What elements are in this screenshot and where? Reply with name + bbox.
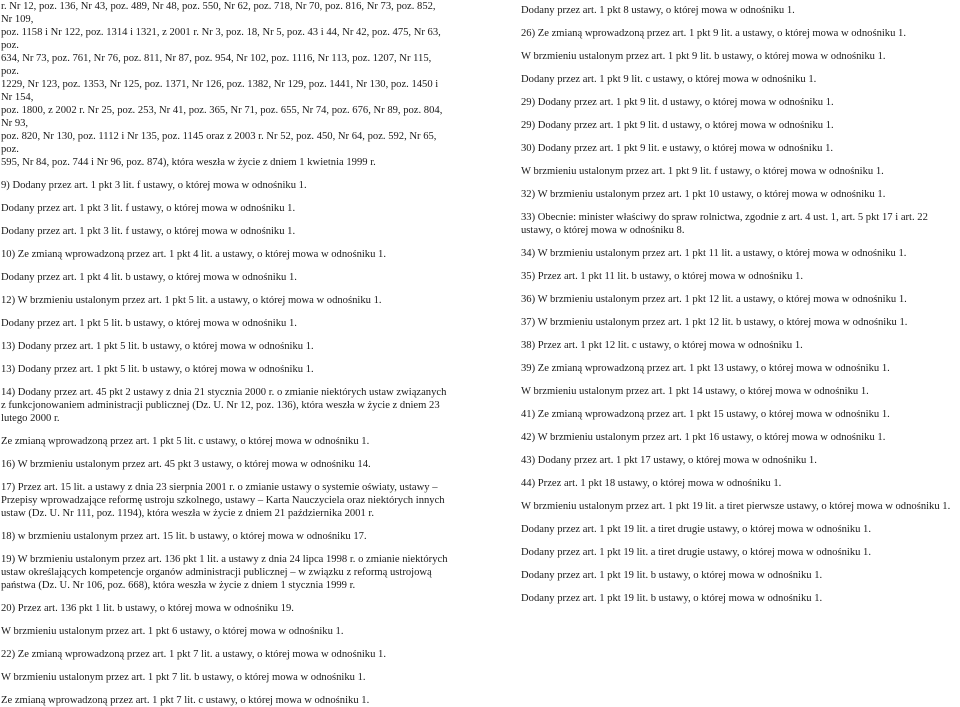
footnote-paragraph: 13) Dodany przez art. 1 pkt 5 lit. b ustawy, o której mowa w odnośniku 1. xyxy=(1,364,314,375)
intro-line: 1229, Nr 123, poz. 1353, Nr 125, poz. 1371, Nr 126, poz. 1382, Nr 129, poz. 1441, Nr 130, poz. 1450 i Nr 154, xyxy=(1,79,439,103)
right-column xyxy=(521,0,958,605)
footnote-paragraph: 22) Ze zmianą wprowadzoną przez art. 1 pkt 7 lit. a ustawy, o której mowa w odnośniku 1. xyxy=(1,649,386,660)
footnote-paragraph: 36) W brzmieniu ustalonym przez art. 1 pkt 12 lit. a ustawy, o której mowa w odnośniku 1. xyxy=(521,294,907,305)
intro-line: poz. 820, Nr 130, poz. 1112 i Nr 135, poz. 1145 oraz z 2003 r. Nr 52, poz. 450, Nr 64, poz. 592, Nr 65, poz. xyxy=(1,131,437,155)
footnote-paragraph: 16) W brzmieniu ustalonym przez art. 45 pkt 3 ustawy, o której mowa w odnośniku 14. xyxy=(1,459,371,470)
footnote-paragraph: 14) Dodany przez art. 45 pkt 2 ustawy z dnia 21 stycznia 2000 r. o zmianie niektórych ustaw związanych z funkcjonowaniem administracji publicznej (Dz. U. Nr 12, poz. 136), która weszła w życie z dniem 23 lutego 2000 r. xyxy=(1,387,447,424)
intro-line: r. Nr 12, poz. 136, Nr 43, poz. 489, Nr 48, poz. 550, Nr 62, poz. 718, Nr 70, poz. 816, Nr 73, poz. 852, Nr 109, xyxy=(1,1,436,25)
footnote-paragraph: 39) Ze zmianą wprowadzoną przez art. 1 pkt 13 ustawy, o której mowa w odnośniku 1. xyxy=(521,363,890,374)
footnote-paragraph: Dodany przez art. 1 pkt 3 lit. f ustawy, o której mowa w odnośniku 1. xyxy=(1,203,296,214)
footnote-paragraph: 44) Przez art. 1 pkt 18 ustawy, o której mowa w odnośniku 1. xyxy=(521,478,782,489)
footnote-paragraph: 29) Dodany przez art. 1 pkt 9 lit. d ustawy, o której mowa w odnośniku 1. xyxy=(521,120,834,131)
intro-citation xyxy=(1,0,449,169)
footnote-paragraph: W brzmieniu ustalonym przez art. 1 pkt 14 ustawy, o której mowa w odnośniku 1. xyxy=(521,386,869,397)
footnote-paragraph: W brzmieniu ustalonym przez art. 1 pkt 9 lit. b ustawy, o której mowa w odnośniku 1. xyxy=(521,51,886,62)
footnote-paragraph: 29) Dodany przez art. 1 pkt 9 lit. d ustawy, o której mowa w odnośniku 1. xyxy=(521,97,834,108)
footnote-paragraph: 17) Przez art. 15 lit. a ustawy z dnia 23 sierpnia 2001 r. o zmianie ustawy o systemie oświaty, ustawy – Przepisy wprowadzające reformę ustroju szkolnego, ustawy – Karta Nauczyciela oraz niektórych innych ustaw (Dz. U. Nr 111, poz. 1194), która weszła w życie z dniem 21 października 2001 r. xyxy=(1,482,445,519)
footnote-paragraph: 20) Przez art. 136 pkt 1 lit. b ustawy, o której mowa w odnośniku 19. xyxy=(1,603,294,614)
footnote-paragraph: Dodany przez art. 1 pkt 4 lit. b ustawy, o której mowa w odnośniku 1. xyxy=(1,272,297,283)
footnote-paragraph: 13) Dodany przez art. 1 pkt 5 lit. b ustawy, o której mowa w odnośniku 1. xyxy=(1,341,314,352)
footnote-paragraph: 19) W brzmieniu ustalonym przez art. 136 pkt 1 lit. a ustawy z dnia 24 lipca 1998 r. o zmianie niektórych ustaw określających kompetencje organów administracji publicznej – w związku z reformą ustrojową państwa (Dz. U. Nr 106, poz. 668), która weszła w życie z dniem 1 stycznia 1999 r. xyxy=(1,554,448,591)
footnote-paragraph: 32) W brzmieniu ustalonym przez art. 1 pkt 10 ustawy, o której mowa w odnośniku 1. xyxy=(521,189,886,200)
intro-line: 634, Nr 73, poz. 761, Nr 76, poz. 811, Nr 87, poz. 954, Nr 102, poz. 1116, Nr 113, poz. 1207, Nr 115, poz. xyxy=(1,53,432,77)
footnote-paragraph: 12) W brzmieniu ustalonym przez art. 1 pkt 5 lit. a ustawy, o której mowa w odnośniku 1. xyxy=(1,295,382,306)
footnote-paragraph: 43) Dodany przez art. 1 pkt 17 ustawy, o której mowa w odnośniku 1. xyxy=(521,455,817,466)
footnote-paragraph: W brzmieniu ustalonym przez art. 1 pkt 6 ustawy, o której mowa w odnośniku 1. xyxy=(1,626,344,637)
intro-line: poz. 1800, z 2002 r. Nr 25, poz. 253, Nr 41, poz. 365, Nr 71, poz. 655, Nr 74, poz. 676, Nr 89, poz. 804, Nr 93, xyxy=(1,105,443,129)
footnote-paragraph: 38) Przez art. 1 pkt 12 lit. c ustawy, o której mowa w odnośniku 1. xyxy=(521,340,803,351)
footnote-paragraph: Dodany przez art. 1 pkt 5 lit. b ustawy, o której mowa w odnośniku 1. xyxy=(1,318,297,329)
intro-line: poz. 1158 i Nr 122, poz. 1314 i 1321, z 2001 r. Nr 3, poz. 18, Nr 5, poz. 43 i 44, Nr 42, poz. 475, Nr 63, poz. xyxy=(1,27,441,51)
left-column xyxy=(1,0,449,707)
footnote-paragraph: Dodany przez art. 1 pkt 8 ustawy, o której mowa w odnośniku 1. xyxy=(521,5,795,16)
footnote-paragraph: W brzmieniu ustalonym przez art. 1 pkt 9 lit. f ustawy, o której mowa w odnośniku 1. xyxy=(521,166,884,177)
footnote-paragraph: 33) Obecnie: minister właściwy do spraw rolnictwa, zgodnie z art. 4 ust. 1, art. 5 pkt 17 i art. 22 ustawy, o której mowa w odnośniku 8. xyxy=(521,212,928,236)
footnote-paragraph: Ze zmianą wprowadzoną przez art. 1 pkt 5 lit. c ustawy, o której mowa w odnośniku 1. xyxy=(1,436,370,447)
footnote-paragraph: 26) Ze zmianą wprowadzoną przez art. 1 pkt 9 lit. a ustawy, o której mowa w odnośniku 1. xyxy=(521,28,906,39)
footnote-paragraph: 30) Dodany przez art. 1 pkt 9 lit. e ustawy, o której mowa w odnośniku 1. xyxy=(521,143,834,154)
footnote-paragraph: Dodany przez art. 1 pkt 19 lit. a tiret drugie ustawy, o której mowa w odnośniku 1. xyxy=(521,524,872,535)
footnote-paragraph: 34) W brzmieniu ustalonym przez art. 1 pkt 11 lit. a ustawy, o której mowa w odnośniku 1. xyxy=(521,248,907,259)
footnote-paragraph: W brzmieniu ustalonym przez art. 1 pkt 7 lit. b ustawy, o której mowa w odnośniku 1. xyxy=(1,672,366,683)
footnote-paragraph: Dodany przez art. 1 pkt 19 lit. b ustawy, o której mowa w odnośniku 1. xyxy=(521,570,823,581)
footnote-paragraph: 10) Ze zmianą wprowadzoną przez art. 1 pkt 4 lit. a ustawy, o której mowa w odnośniku 1. xyxy=(1,249,386,260)
footnote-paragraph: 35) Przez art. 1 pkt 11 lit. b ustawy, o której mowa w odnośniku 1. xyxy=(521,271,803,282)
footnote-paragraph: 41) Ze zmianą wprowadzoną przez art. 1 pkt 15 ustawy, o której mowa w odnośniku 1. xyxy=(521,409,890,420)
footnote-paragraph: W brzmieniu ustalonym przez art. 1 pkt 19 lit. a tiret pierwsze ustawy, o której mowa w odnośniku 1. xyxy=(521,501,951,512)
footnote-paragraph: Ze zmianą wprowadzoną przez art. 1 pkt 7 lit. c ustawy, o której mowa w odnośniku 1. xyxy=(1,695,370,706)
footnote-paragraph: 42) W brzmieniu ustalonym przez art. 1 pkt 16 ustawy, o której mowa w odnośniku 1. xyxy=(521,432,886,443)
footnote-paragraph: Dodany przez art. 1 pkt 19 lit. b ustawy, o której mowa w odnośniku 1. xyxy=(521,593,823,604)
footnote-paragraph: 37) W brzmieniu ustalonym przez art. 1 pkt 12 lit. b ustawy, o której mowa w odnośniku 1. xyxy=(521,317,908,328)
footnote-paragraph: 18) w brzmieniu ustalonym przez art. 15 lit. b ustawy, o której mowa w odnośniku 17. xyxy=(1,531,367,542)
intro-line: 595, Nr 84, poz. 744 i Nr 96, poz. 874), która weszła w życie z dniem 1 kwietnia 1999 r. xyxy=(1,157,376,168)
footnote-paragraph: Dodany przez art. 1 pkt 3 lit. f ustawy, o której mowa w odnośniku 1. xyxy=(1,226,296,237)
footnote-paragraph: Dodany przez art. 1 pkt 9 lit. c ustawy, o której mowa w odnośniku 1. xyxy=(521,74,817,85)
footnote-paragraph: 9) Dodany przez art. 1 pkt 3 lit. f ustawy, o której mowa w odnośniku 1. xyxy=(1,180,307,191)
footnote-paragraph: Dodany przez art. 1 pkt 19 lit. a tiret drugie ustawy, o której mowa w odnośniku 1. xyxy=(521,547,872,558)
